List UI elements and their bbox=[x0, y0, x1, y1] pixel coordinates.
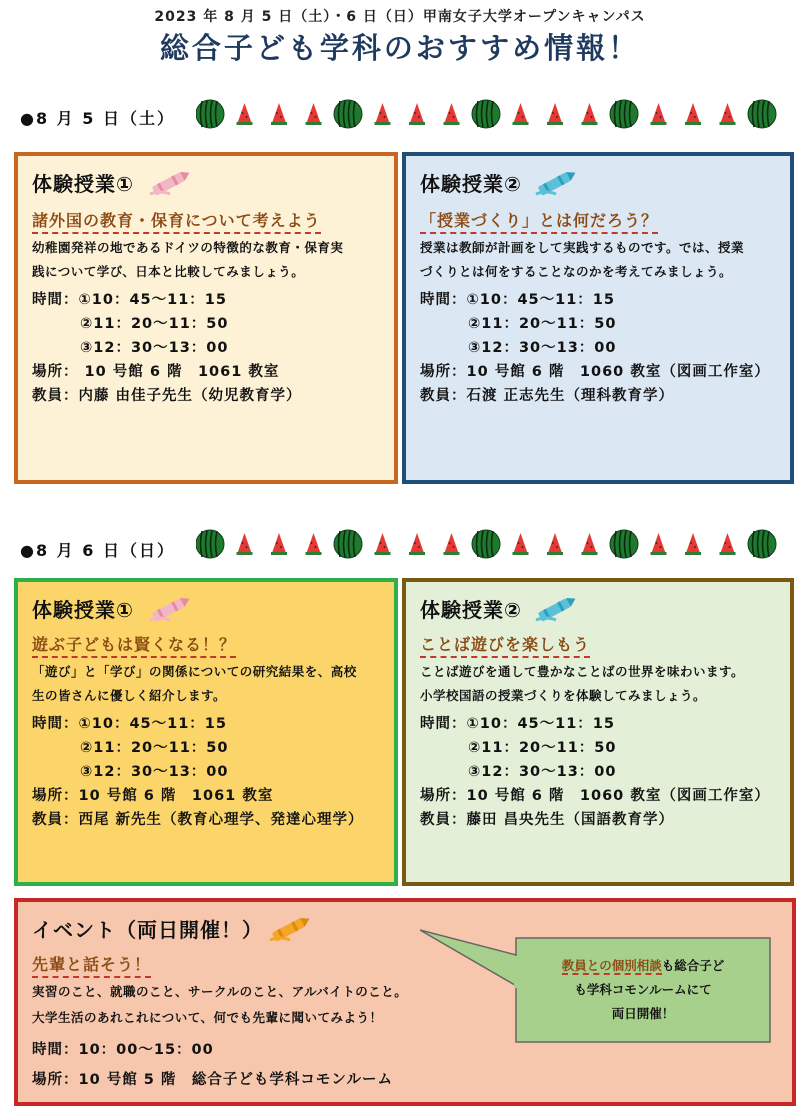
watermelon-slice-icon bbox=[547, 533, 563, 555]
time-line-1: 時間：①10：45～11：15 bbox=[32, 716, 227, 732]
bubble-line-3: 両日開催！ bbox=[611, 1006, 675, 1021]
watermelon-slice-icon bbox=[651, 103, 667, 125]
place-line: 場所：10 号館 6 階 1061 教室 bbox=[32, 788, 274, 804]
card-workshop-day1-2 bbox=[402, 152, 794, 484]
teacher-line: 教員：内藤 由佳子先生（幼児教育学） bbox=[32, 388, 302, 404]
speech-bubble bbox=[420, 918, 778, 1048]
watermelon-slice-icon bbox=[685, 103, 701, 125]
watermelon-slice-icon bbox=[720, 533, 736, 555]
card-desc-line-1: 「遊び」と「学び」の関係についての研究結果を、高校 bbox=[32, 664, 357, 679]
watermelon-icon bbox=[472, 530, 500, 558]
card-title: 体験授業② bbox=[420, 598, 522, 622]
time-line-2: ②11：20～11：50 bbox=[468, 316, 617, 332]
crayon-icon bbox=[532, 594, 580, 628]
day-heading-2: ●8 月 6 日（日） bbox=[20, 541, 175, 560]
watermelon-slice-icon bbox=[651, 533, 667, 555]
time-line-2: ②11：20～11：50 bbox=[80, 740, 229, 756]
watermelon-slice-icon bbox=[271, 103, 287, 125]
place-line: 場所：10 号館 6 階 1060 教室（図画工作室） bbox=[420, 788, 770, 804]
card-workshop-day2-1 bbox=[14, 578, 398, 886]
event-subtitle: 先輩と話そう！ bbox=[32, 952, 151, 978]
card-desc-line-2: 生の皆さんに優しく紹介します。 bbox=[32, 688, 227, 703]
time-line-3: ③12：30～13：00 bbox=[80, 340, 229, 356]
watermelon-slice-icon bbox=[306, 103, 322, 125]
card-desc-line-2: づくりとは何をすることなのかを考えてみましょう。 bbox=[420, 264, 733, 279]
watermelon-icon bbox=[334, 530, 362, 558]
card-title: 体験授業① bbox=[32, 598, 134, 622]
watermelon-icon bbox=[472, 100, 500, 128]
crayon-icon bbox=[146, 168, 194, 202]
crayon-icon bbox=[266, 914, 314, 948]
card-subtitle: 「授業づくり」とは何だろう？ bbox=[420, 208, 658, 234]
watermelon-slice-icon bbox=[237, 533, 253, 555]
time-line-1: 時間：①10：45～11：15 bbox=[32, 292, 227, 308]
card-desc-line-1: 幼稚園発祥の地であるドイツの特徴的な教育・保育実 bbox=[32, 240, 344, 255]
watermelon-slice-icon bbox=[306, 533, 322, 555]
event-desc-line-1: 実習のこと、就職のこと、サークルのこと、アルバイトのこと。 bbox=[32, 984, 408, 999]
event-desc-line-2: 大学生活のあれこれについて、何でも先輩に聞いてみよう！ bbox=[32, 1010, 383, 1025]
watermelon-icon bbox=[334, 100, 362, 128]
bubble-line-1-rest: も総合子ど bbox=[661, 958, 725, 973]
card-subtitle: 諸外国の教育・保育について考えよう bbox=[32, 208, 321, 234]
event-title: イベント（両日開催！） bbox=[32, 918, 263, 942]
watermelon-slice-icon bbox=[409, 103, 425, 125]
watermelon-icon bbox=[610, 100, 638, 128]
watermelon-icon bbox=[748, 530, 776, 558]
time-line-3: ③12：30～13：00 bbox=[468, 340, 617, 356]
place-line: 場所： 10 号館 6 階 1061 教室 bbox=[32, 364, 280, 380]
watermelon-slice-icon bbox=[513, 103, 529, 125]
watermelon-slice-icon bbox=[375, 103, 391, 125]
watermelon-slice-icon bbox=[375, 533, 391, 555]
watermelon-icon bbox=[196, 530, 224, 558]
watermelon-slice-icon bbox=[237, 103, 253, 125]
page-title: 総合子ども学科のおすすめ情報！ bbox=[159, 31, 641, 65]
crayon-icon bbox=[146, 594, 194, 628]
card-title: 体験授業① bbox=[32, 172, 134, 196]
day-heading-1: ●8 月 5 日（土） bbox=[20, 109, 175, 128]
bubble-line-1 bbox=[516, 954, 770, 978]
time-line-2: ②11：20～11：50 bbox=[80, 316, 229, 332]
teacher-line: 教員：西尾 新先生（教育心理学、発達心理学） bbox=[32, 812, 364, 828]
card-workshop-day1-1 bbox=[14, 152, 398, 484]
event-place-line: 場所：10 号館 5 階 総合子ども学科コモンルーム bbox=[32, 1072, 394, 1088]
watermelon-slice-icon bbox=[271, 533, 287, 555]
card-desc-line-1: 授業は教師が計画をして実践するものです。では、授業 bbox=[420, 240, 745, 255]
watermelon-slice-icon bbox=[444, 533, 460, 555]
bubble-highlight: 教員との個別相談 bbox=[561, 958, 662, 973]
time-line-1: 時間：①10：45～11：15 bbox=[420, 716, 615, 732]
watermelon-slice-icon bbox=[409, 533, 425, 555]
time-line-1: 時間：①10：45～11：15 bbox=[420, 292, 615, 308]
time-line-3: ③12：30～13：00 bbox=[80, 764, 229, 780]
place-line: 場所：10 号館 6 階 1060 教室（図画工作室） bbox=[420, 364, 770, 380]
card-workshop-day2-2 bbox=[402, 578, 794, 886]
watermelon-decoration-row-2 bbox=[196, 526, 786, 562]
watermelon-icon bbox=[196, 100, 224, 128]
watermelon-slice-icon bbox=[720, 103, 736, 125]
time-line-2: ②11：20～11：50 bbox=[468, 740, 617, 756]
card-desc-line-2: 小学校国語の授業づくりを体験してみましょう。 bbox=[420, 688, 707, 703]
bubble-line-2: も学科コモンルームにて bbox=[574, 982, 712, 997]
watermelon-icon bbox=[610, 530, 638, 558]
event-time-line: 時間：10：00～15：00 bbox=[32, 1042, 214, 1058]
watermelon-slice-icon bbox=[582, 533, 598, 555]
teacher-line: 教員：藤田 昌央先生（国語教育学） bbox=[420, 812, 675, 828]
crayon-icon bbox=[532, 168, 580, 202]
teacher-line: 教員：石渡 正志先生（理科教育学） bbox=[420, 388, 675, 404]
card-desc-line-2: 践について学び、日本と比較してみましょう。 bbox=[32, 264, 305, 279]
watermelon-slice-icon bbox=[547, 103, 563, 125]
card-title: 体験授業② bbox=[420, 172, 522, 196]
watermelon-slice-icon bbox=[582, 103, 598, 125]
watermelon-slice-icon bbox=[444, 103, 460, 125]
time-line-3: ③12：30～13：00 bbox=[468, 764, 617, 780]
watermelon-icon bbox=[748, 100, 776, 128]
watermelon-slice-icon bbox=[685, 533, 701, 555]
watermelon-decoration-row-1 bbox=[196, 96, 786, 132]
card-desc-line-1: ことば遊びを通して豊かなことばの世界を味わいます。 bbox=[420, 664, 745, 679]
card-subtitle: ことば遊びを楽しもう bbox=[420, 632, 590, 658]
date-line: 2023 年 8 月 5 日（土）・6 日（日）甲南女子大学オープンキャンパス bbox=[154, 9, 646, 25]
watermelon-slice-icon bbox=[513, 533, 529, 555]
card-subtitle: 遊ぶ子どもは賢くなる！？ bbox=[32, 632, 236, 658]
